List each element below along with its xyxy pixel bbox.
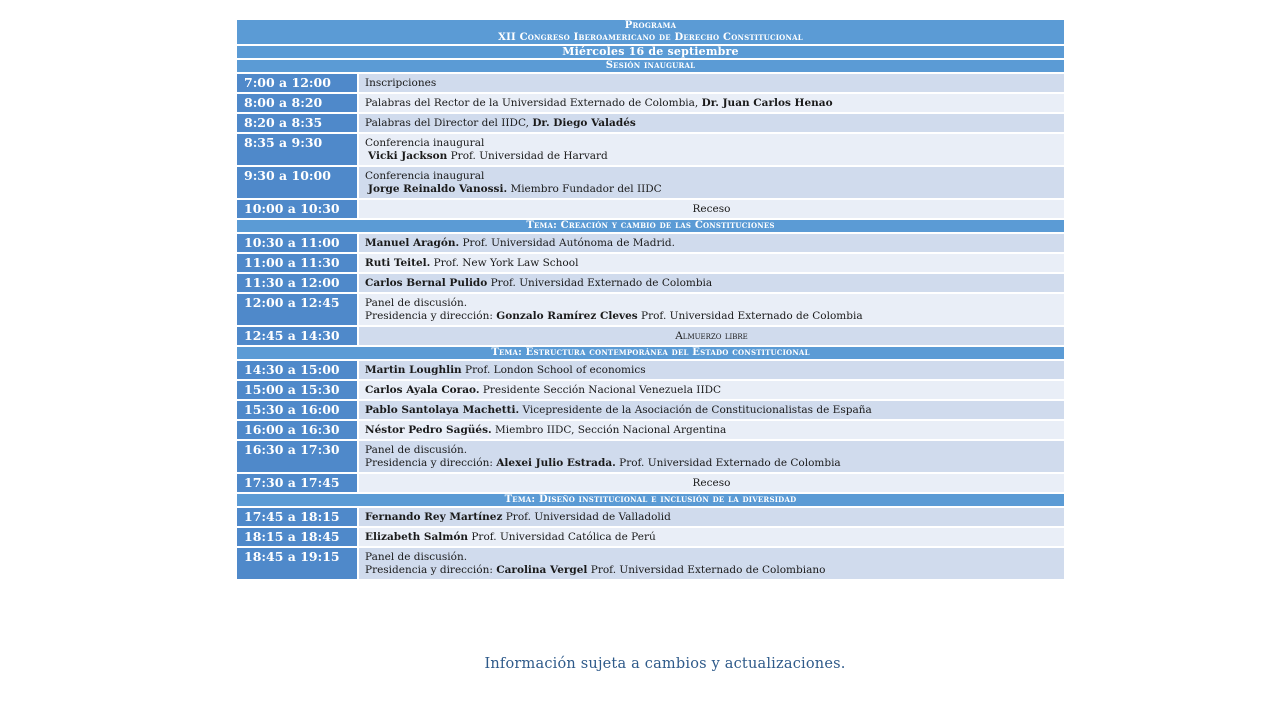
time-slot: 8:00 a 8:20: [236, 93, 358, 113]
activity-detail: [365, 457, 1058, 470]
time-slot: 14:30 a 15:00: [236, 360, 358, 380]
activity-text: Vicepresidente de la Asociación de Constitucionalistas de España: [519, 404, 872, 416]
activity-label: Receso: [692, 477, 731, 489]
speaker-name: Dr. Diego Valadés: [532, 117, 636, 129]
footnote: Información sujeta a cambios y actualizaciones.: [484, 656, 846, 672]
activity-type: Conferencia inaugural: [365, 137, 485, 149]
speaker-name: Martin Loughlin: [365, 364, 462, 376]
activity-text: Palabras del Director del IIDC,: [365, 117, 533, 129]
activity-text: Palabras del Rector de la Universidad Externado de Colombia,: [365, 97, 702, 109]
schedule-row: [236, 273, 1065, 293]
activity-type: Conferencia inaugural: [365, 170, 485, 182]
speaker-name: Carlos Ayala Corao.: [365, 384, 480, 396]
activity-detail: [365, 564, 1058, 577]
activity-text: Presidencia y dirección:: [365, 310, 497, 322]
theme-label: Tema: Estructura contemporánea del Estado constitucional: [236, 346, 1065, 360]
activity-description: [358, 273, 1065, 293]
time-slot: 10:00 a 10:30: [236, 199, 358, 219]
speaker-name: Alexei Julio Estrada.: [496, 457, 616, 469]
time-slot: 17:45 a 18:15: [236, 507, 358, 527]
activity-detail: [365, 364, 1058, 377]
activity-detail: [365, 404, 1058, 417]
activity-description: [358, 113, 1065, 133]
activity-description: [358, 473, 1065, 493]
activity-detail: [365, 257, 1058, 270]
activity-detail: [365, 237, 1058, 250]
speaker-name: Manuel Aragón.: [365, 237, 460, 249]
theme-label: Tema: Diseño institucional e inclusión de la diversidad: [236, 493, 1065, 507]
activity-description: [358, 420, 1065, 440]
activity-description: [358, 400, 1065, 420]
activity-text: Prof. New York Law School: [430, 257, 579, 269]
schedule-row: [236, 73, 1065, 93]
activity-text: Prof. Universidad de Valladolid: [502, 511, 671, 523]
schedule-row: [236, 440, 1065, 473]
program-title: Programa: [624, 20, 677, 31]
time-slot: 11:30 a 12:00: [236, 273, 358, 293]
schedule-row: [236, 380, 1065, 400]
schedule-row: [236, 133, 1065, 166]
activity-text: Prof. London School of economics: [461, 364, 646, 376]
activity-detail: [365, 511, 1058, 524]
activity-description: [358, 233, 1065, 253]
speaker-name: Ruti Teitel.: [365, 257, 431, 269]
activity-label: Almuerzo libre: [675, 330, 748, 342]
speaker-name: Vicki Jackson: [368, 150, 448, 162]
activity-text: Prof. Universidad Externado de Colombia: [615, 457, 841, 469]
activity-detail: [365, 424, 1058, 437]
activity-description: [358, 380, 1065, 400]
activity-text: Miembro IIDC, Sección Nacional Argentina: [491, 424, 727, 436]
activity-description: [358, 199, 1065, 219]
time-slot: 16:30 a 17:30: [236, 440, 358, 473]
speaker-name: Néstor Pedro Sagüés.: [365, 424, 492, 436]
activity-label: Receso: [692, 203, 731, 215]
time-slot: 9:30 a 10:00: [236, 166, 358, 199]
activity-text: Inscripciones: [365, 77, 437, 89]
time-slot: 18:15 a 18:45: [236, 527, 358, 547]
activity-type: Panel de discusión.: [365, 551, 468, 563]
activity-text: Miembro Fundador del IIDC: [507, 183, 662, 195]
activity-type: Panel de discusión.: [365, 444, 468, 456]
activity-detail: [365, 384, 1058, 397]
activity-text: Prof. Universidad Externado de Colombia: [487, 277, 713, 289]
time-slot: 15:30 a 16:00: [236, 400, 358, 420]
activity-description: [358, 360, 1065, 380]
activity-description: [358, 293, 1065, 326]
activity-description: [358, 326, 1065, 346]
time-slot: 12:45 a 14:30: [236, 326, 358, 346]
congress-title: XII Congreso Iberoamericano de Derecho Constitucional: [498, 32, 803, 43]
program-body: [236, 19, 1065, 580]
speaker-name: Elizabeth Salmón: [365, 531, 469, 543]
activity-detail: [365, 183, 1058, 196]
activity-description: [358, 133, 1065, 166]
speaker-name: Carolina Vergel: [496, 564, 588, 576]
activity-detail: [365, 77, 1058, 90]
activity-text: Prof. Universidad de Harvard: [447, 150, 608, 162]
activity-text: Presidencia y dirección:: [365, 457, 497, 469]
activity-text: Prof. Universidad Católica de Perú: [468, 531, 656, 543]
schedule-row: [236, 113, 1065, 133]
time-slot: 7:00 a 12:00: [236, 73, 358, 93]
time-slot: 16:00 a 16:30: [236, 420, 358, 440]
activity-text: Presidencia y dirección:: [365, 564, 497, 576]
schedule-row: [236, 326, 1065, 346]
theme-row: [236, 219, 1065, 233]
schedule-row: [236, 400, 1065, 420]
program-title-row: [236, 19, 1065, 45]
activity-detail: [365, 150, 1058, 163]
program-title-cell: [236, 19, 1065, 45]
speaker-name: Carlos Bernal Pulido: [365, 277, 488, 289]
schedule-row: [236, 199, 1065, 219]
day-row: [236, 45, 1065, 59]
activity-detail: [365, 310, 1058, 323]
activity-description: [358, 547, 1065, 580]
theme-label: Tema: Creación y cambio de las Constituciones: [236, 219, 1065, 233]
schedule-row: [236, 293, 1065, 326]
activity-description: [358, 73, 1065, 93]
speaker-name: Fernando Rey Martínez: [365, 511, 503, 523]
time-slot: 8:35 a 9:30: [236, 133, 358, 166]
activity-type: Panel de discusión.: [365, 297, 468, 309]
activity-description: [358, 166, 1065, 199]
activity-text: Prof. Universidad Externado de Colombiano: [587, 564, 826, 576]
time-slot: 18:45 a 19:15: [236, 547, 358, 580]
schedule-row: [236, 547, 1065, 580]
time-slot: 8:20 a 8:35: [236, 113, 358, 133]
activity-description: [358, 93, 1065, 113]
schedule-row: [236, 420, 1065, 440]
activity-description: [358, 527, 1065, 547]
activity-text: Prof. Universidad Autónoma de Madrid.: [459, 237, 675, 249]
theme-row: [236, 493, 1065, 507]
activity-description: [358, 440, 1065, 473]
session-row: [236, 59, 1065, 73]
day-label: Miércoles 16 de septiembre: [236, 45, 1065, 59]
activity-description: [358, 507, 1065, 527]
activity-text: Prof. Universidad Externado de Colombia: [637, 310, 863, 322]
time-slot: 15:00 a 15:30: [236, 380, 358, 400]
schedule-row: [236, 93, 1065, 113]
time-slot: 12:00 a 12:45: [236, 293, 358, 326]
activity-text: Presidente Sección Nacional Venezuela IIDC: [479, 384, 722, 396]
activity-detail: [365, 531, 1058, 544]
time-slot: 10:30 a 11:00: [236, 233, 358, 253]
activity-detail: [365, 97, 1058, 110]
activity-detail: [365, 117, 1058, 130]
time-slot: 11:00 a 11:30: [236, 253, 358, 273]
schedule-row: [236, 473, 1065, 493]
speaker-name: Jorge Reinaldo Vanossi.: [368, 183, 508, 195]
theme-row: [236, 346, 1065, 360]
schedule-row: [236, 507, 1065, 527]
speaker-name: Pablo Santolaya Machetti.: [365, 404, 520, 416]
speaker-name: Gonzalo Ramírez Cleves: [496, 310, 638, 322]
activity-detail: [365, 277, 1058, 290]
session-label: Sesión inaugural: [236, 59, 1065, 73]
activity-description: [358, 253, 1065, 273]
speaker-name: Dr. Juan Carlos Henao: [701, 97, 833, 109]
schedule-row: [236, 360, 1065, 380]
time-slot: 17:30 a 17:45: [236, 473, 358, 493]
schedule-row: [236, 527, 1065, 547]
schedule-row: [236, 166, 1065, 199]
schedule-row: [236, 253, 1065, 273]
program-table: [235, 18, 1066, 581]
schedule-row: [236, 233, 1065, 253]
